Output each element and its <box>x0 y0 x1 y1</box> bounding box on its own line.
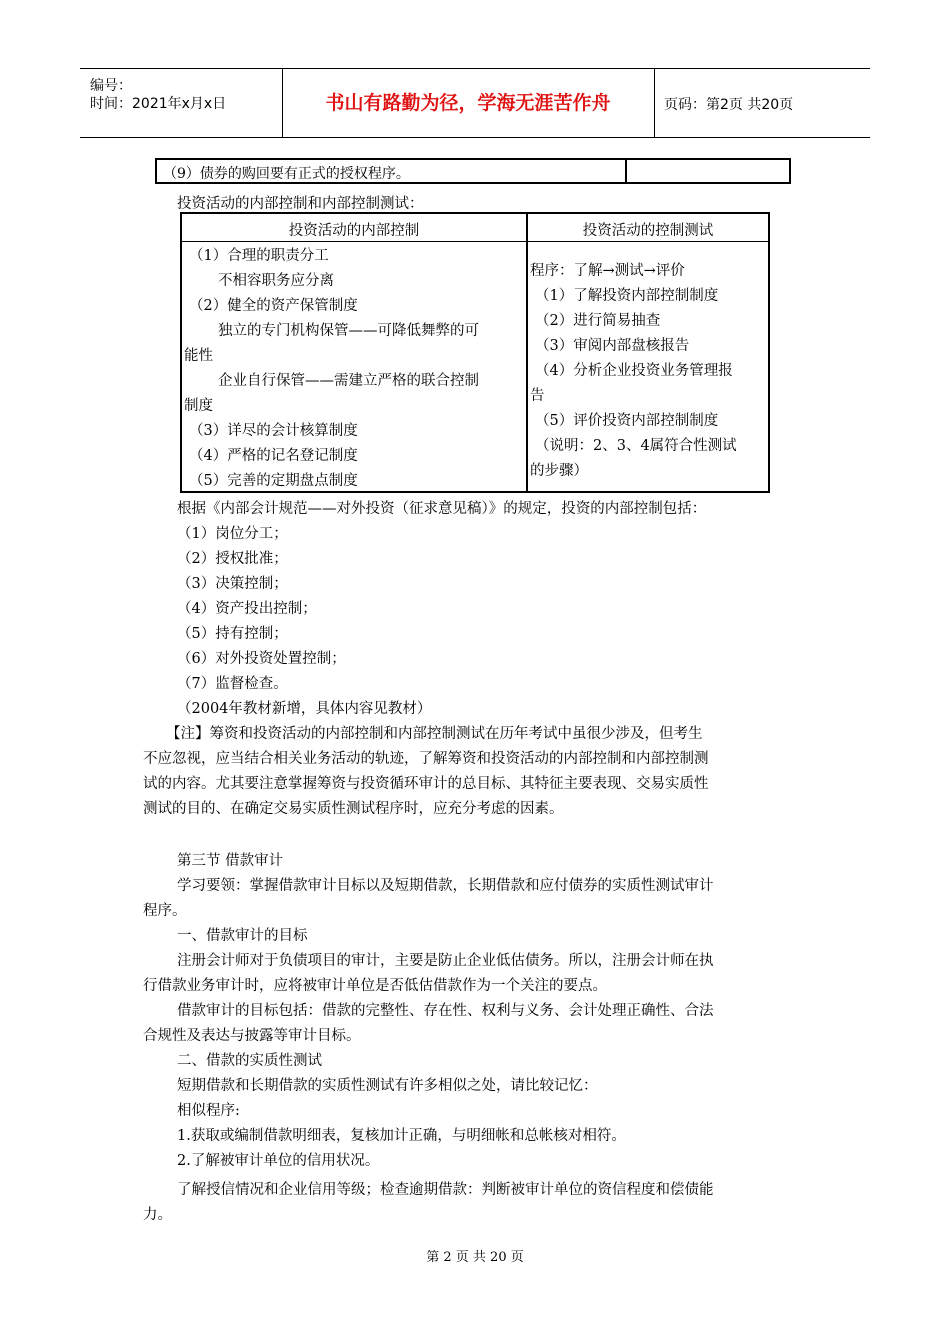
list-item: （1）岗位分工； <box>177 526 288 542</box>
investment-control-table <box>180 212 770 493</box>
list-item: （4）分析企业投资业务管理报 <box>535 363 733 379</box>
column-header-control: 投资活动的内部控制 <box>288 223 420 239</box>
table-intro: 投资活动的内部控制和内部控制测试： <box>177 196 424 212</box>
list-item: 告 <box>530 388 545 404</box>
note-paragraph: 【注】筹资和投资活动的内部控制和内部控制测试在历年考试中虽很少涉及，但考生 <box>166 726 703 742</box>
test-cell <box>530 259 768 484</box>
section-title: 第三节 借款审计 <box>177 853 284 869</box>
paragraph: 行借款业务审计时，应将被审计单位是否低估借款作为一个关注的要点。 <box>143 978 607 994</box>
control-cell <box>184 244 524 494</box>
list-item: （说明：2、3、4属符合性测试 <box>535 438 737 454</box>
paragraph: 短期借款和长期借款的实质性测试有许多相似之处，请比较记忆： <box>177 1078 598 1094</box>
list-item: （3）决策控制； <box>177 576 288 592</box>
list-item: 制度 <box>184 398 213 414</box>
paragraph: 合规性及表达与披露等审计目标。 <box>143 1028 361 1044</box>
table-divider <box>625 160 627 182</box>
column-divider <box>526 214 528 491</box>
note-paragraph: 测试的目的、在确定交易实质性测试程序时，应充分考虑的因素。 <box>143 801 564 817</box>
list-item: （7）监督检查。 <box>177 676 288 692</box>
paragraph: （2004年教材新增，具体内容见教材） <box>177 701 432 717</box>
page-footer: 第 2 页 共 20 页 <box>426 1250 524 1265</box>
note-paragraph: 不应忽视，应当结合相关业务活动的轨迹，了解筹资和投资活动的内部控制和内部控制测 <box>143 751 709 767</box>
list-item: （2）进行简易抽查 <box>535 313 661 329</box>
list-item: （6）对外投资处置控制； <box>177 651 346 667</box>
header-info <box>80 69 280 137</box>
note-paragraph: 试的内容。尤其要注意掌握筹资与投资循环审计的总目标、其特征主要表现、交易实质性 <box>143 776 709 792</box>
list-item: （5）评价投资内部控制制度 <box>535 413 719 429</box>
list-item: （1）合理的职责分工 <box>189 248 329 264</box>
list-item: （4）严格的记名登记制度 <box>189 448 358 464</box>
list-item: （3）详尽的会计核算制度 <box>189 423 358 439</box>
time-label: 时间：2021年x月x日 <box>90 96 227 112</box>
heading: 一、借款审计的目标 <box>177 928 308 944</box>
table-cell: （9）债券的购回要有正式的授权程序。 <box>163 166 410 182</box>
list-item: （5）完善的定期盘点制度 <box>189 473 358 489</box>
list-item: 不相容职务应分离 <box>218 273 334 289</box>
list-item: 的步骤） <box>530 463 588 479</box>
paragraph: 注册会计师对于负债项目的审计，主要是防止企业低估债务。所以，注册会计师在执 <box>177 953 714 969</box>
list-item: （3）审阅内部盘核报告 <box>535 338 690 354</box>
list-item: 能性 <box>184 348 213 364</box>
list-item: 独立的专门机构保管——可降低舞弊的可 <box>218 323 479 339</box>
paragraph: 借款审计的目标包括：借款的完整性、存在性、权利与义务、会计处理正确性、合法 <box>177 1003 714 1019</box>
paragraph: 根据《内部会计规范——对外投资（征求意见稿）》的规定，投资的内部控制包括： <box>177 501 707 517</box>
list-item: （1）了解投资内部控制制度 <box>535 288 719 304</box>
list-item: （5）持有控制； <box>177 626 288 642</box>
paragraph: 力。 <box>143 1207 172 1223</box>
paragraph: 学习要领：掌握借款审计目标以及短期借款，长期借款和应付债券的实质性测试审计 <box>177 878 714 894</box>
header-page-info: 页码：第2页 共20页 <box>664 97 794 113</box>
number-label: 编号： <box>90 78 132 94</box>
list-item: 2.了解被审计单位的信用状况。 <box>177 1153 380 1169</box>
document-body <box>143 497 808 1228</box>
list-item: （2）授权批准； <box>177 551 288 567</box>
header-motto: 书山有路勤为径，学海无涯苦作舟 <box>325 92 611 114</box>
list-item: 程序：了解→测试→评价 <box>530 263 685 279</box>
list-item: （4）资产投出控制； <box>177 601 317 617</box>
heading: 二、借款的实质性测试 <box>177 1053 322 1069</box>
bond-repurchase-table <box>155 158 791 184</box>
list-item: （2）健全的资产保管制度 <box>189 298 358 314</box>
paragraph: 程序。 <box>143 903 187 919</box>
paragraph: 了解授信情况和企业信用等级；检查逾期借款：判断被审计单位的资信程度和偿债能 <box>177 1182 714 1198</box>
column-header-test: 投资活动的控制测试 <box>582 223 714 239</box>
list-item: 企业自行保管——需建立严格的联合控制 <box>218 373 479 389</box>
paragraph: 相似程序: <box>177 1103 240 1119</box>
list-item: 1.获取或编制借款明细表，复核加计正确，与明细帐和总帐核对相符。 <box>177 1128 626 1144</box>
header-divider <box>654 69 655 137</box>
page-header <box>80 68 870 138</box>
